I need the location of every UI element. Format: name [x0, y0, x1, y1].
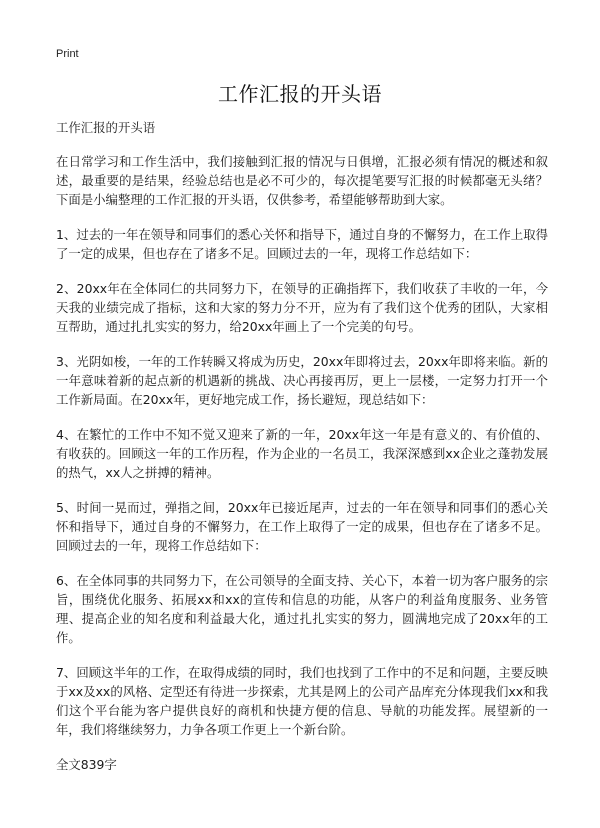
paragraph-7: 7、回顾这半年的工作，在取得成绩的同时，我们也找到了工作中的不足和问题，主要反映于xx及xx的风格、定型还有待进一步探索，尤其是网上的公司产品库充分体现我们xx和我们这个平台能为客户提供良好的商机和快捷方便的信息、导航的功能发挥。展望新的一年，我们将继续努力，力争各项工作更上一个新台阶。 [56, 665, 548, 737]
print-link[interactable]: Print [56, 48, 79, 60]
paragraph-3: 3、光阴如梭，一年的工作转瞬又将成为历史，20xx年即将过去，20xx年即将来临。新的一年意味着新的起点新的机遇新的挑战、决心再接再厉，更上一层楼，一定努力打开一个工作新局面。在20xx年，更好地完成工作，扬长避短，现总结如下： [56, 354, 548, 407]
paragraph-5: 5、时间一晃而过，弹指之间，20xx年已接近尾声，过去的一年在领导和同事们的悉心关怀和指导下，通过自身的不懈努力，在工作上取得了一定的成果，但也存在了诸多不足。回顾过去的一年，现将工作总结如下： [56, 500, 548, 553]
paragraph-1: 1、过去的一年在领导和同事们的悉心关怀和指导下，通过自身的不懈努力，在工作上取得了一定的成果，但也存在了诸多不足。回顾过去的一年，现将工作总结如下： [56, 227, 548, 261]
document-body [56, 118, 548, 790]
paragraph-6: 6、在全体同事的共同努力下，在公司领导的全面支持、关心下，本着一切为客户服务的宗旨，围绕优化服务、拓展xx和xx的宣传和信息的功能，从客户的利益角度服务、业务管理、提高企业的知名度和利益最大化，通过扎扎实实的努力，圆满地完成了20xx年的工作。 [56, 573, 548, 645]
word-count: 全文839字 [56, 757, 117, 772]
intro-paragraph: 在日常学习和工作生活中，我们接触到汇报的情况与日俱增，汇报必须有情况的概述和叙述，最重要的是结果，经验总结也是必不可少的，每次提笔要写汇报的时候都毫无头绪？下面是小编整理的工作汇报的开头语，仅供参考，希望能够帮助到大家。 [56, 154, 548, 207]
paragraph-2: 2、20xx年在全体同仁的共同努力下，在领导的正确指挥下，我们收获了丰收的一年，今天我的业绩完成了指标，这和大家的努力分不开，应为有了我们这个优秀的团队，大家相互帮助，通过扎扎实实的努力，给20xx年画上了一个完美的句号。 [56, 281, 548, 334]
document-title: 工作汇报的开头语 [218, 82, 382, 106]
paragraph-4: 4、在繁忙的工作中不知不觉又迎来了新的一年，20xx年这一年是有意义的、有价值的、有收获的。回顾这一年的工作历程，作为企业的一名员工，我深深感到xx企业之蓬勃发展的热气，xx人之拼搏的精神。 [56, 427, 548, 480]
document-subtitle: 工作汇报的开头语 [56, 120, 156, 135]
